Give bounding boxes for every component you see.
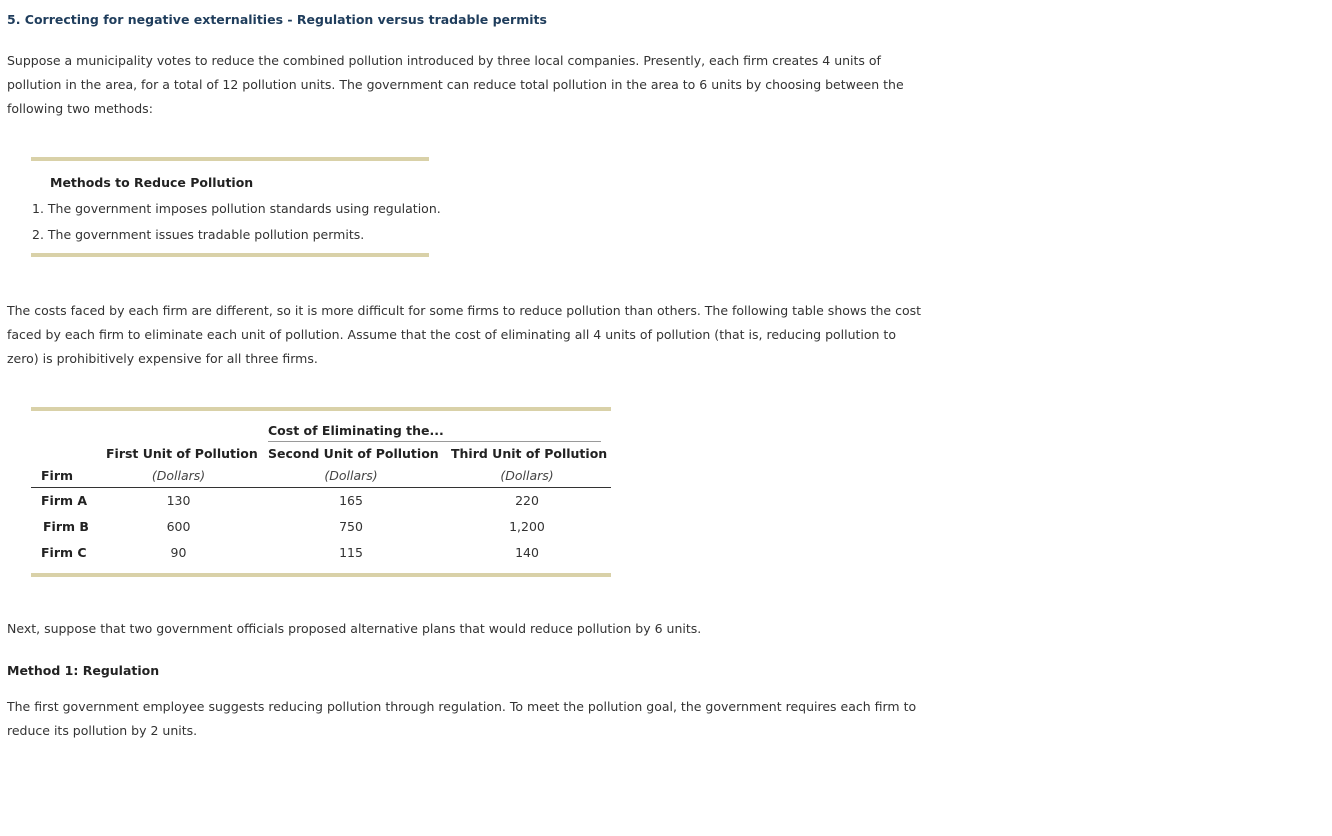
column-header-second: Second Unit of Pollution — [268, 446, 439, 461]
cell-firm-a-first: 130 — [166, 493, 191, 508]
methods-box — [31, 157, 441, 257]
cell-firm-c-second: 115 — [339, 545, 363, 560]
cell-firm-a-third: 220 — [515, 493, 539, 508]
method1-heading: Method 1: Regulation — [7, 663, 160, 678]
cell-firm-a-second: 165 — [339, 493, 363, 508]
intro-paragraph: Suppose a municipality votes to reduce the combined pollution introduced by three local companies. Presently, each firm creates 4 units of pollution in the area, for a total of 12 pollution units. The government can reduce total pollution in the area to 6 units by choosing between the following two methods: — [7, 53, 904, 116]
cell-firm-c-third: 140 — [515, 545, 539, 560]
column-unit-third: (Dollars) — [500, 468, 554, 483]
cell-firm-b-first: 600 — [166, 519, 191, 534]
costs-paragraph: The costs faced by each firm are different, so it is more difficult for some firms to reduce pollution than others. The following table shows the cost faced by each firm to eliminate each unit of pollution. Assume that the cost of eliminating all 4 units of pollution (that is, reducing pollution to zero) is prohibitively expensive for all three firms. — [7, 303, 922, 366]
header-rule — [31, 487, 611, 488]
table-row-firm-a: Firm A — [41, 493, 88, 508]
firm-header: Firm — [41, 468, 74, 483]
group-header: Cost of Eliminating the... — [268, 423, 444, 438]
table-row-firm-b: Firm B — [43, 519, 89, 534]
cell-firm-b-third: 1,200 — [509, 519, 545, 534]
table-row-firm-c: Firm C — [41, 545, 87, 560]
cost-table — [31, 407, 611, 577]
column-unit-first: (Dollars) — [151, 468, 206, 483]
column-header-first: First Unit of Pollution — [106, 446, 258, 461]
column-unit-second: (Dollars) — [324, 468, 378, 483]
column-header-third: Third Unit of Pollution — [451, 446, 608, 461]
method1-paragraph: The first government employee suggests reducing pollution through regulation. To meet the pollution goal, the government requires each firm to reduce its pollution by 2 units. — [7, 699, 917, 738]
cell-firm-c-first: 90 — [170, 545, 187, 560]
method-item-2: 2. The government issues tradable pollution permits. — [32, 227, 365, 242]
question-title: 5. Correcting for negative externalities - Regulation versus tradable permits — [7, 12, 547, 27]
method-item-1: 1. The government imposes pollution standards using regulation. — [32, 201, 441, 216]
methods-heading: Methods to Reduce Pollution — [50, 175, 254, 190]
group-header-rule — [268, 441, 601, 442]
next-paragraph: Next, suppose that two government officials proposed alternative plans that would reduce pollution by 6 units. — [7, 621, 702, 636]
cell-firm-b-second: 750 — [339, 519, 363, 534]
